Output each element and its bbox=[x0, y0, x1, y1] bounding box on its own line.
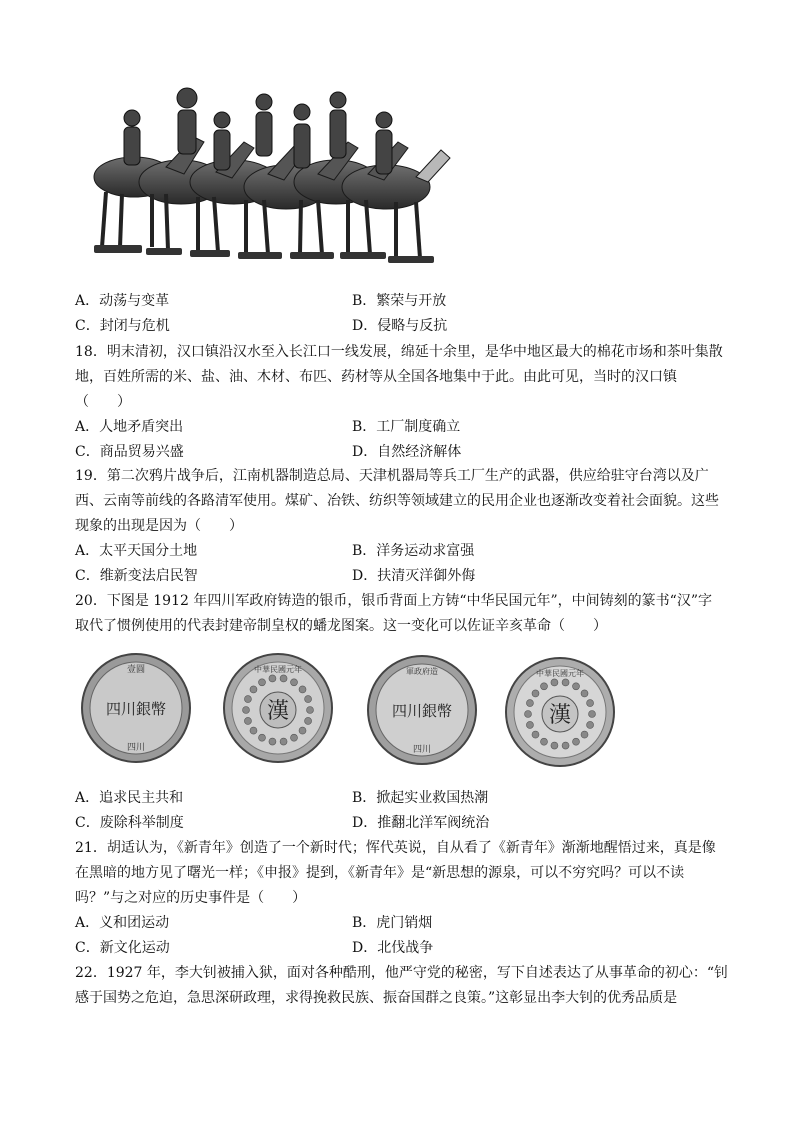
q18-stem-line-3: （ ） bbox=[75, 394, 131, 410]
coin-bead bbox=[587, 721, 594, 728]
q20-option-d: D．推翻北洋军阀统治 bbox=[352, 815, 490, 831]
coin-bead bbox=[269, 675, 276, 682]
coin-bead bbox=[551, 742, 558, 749]
coin-bead bbox=[541, 683, 548, 690]
coin-bead bbox=[551, 679, 558, 686]
coin-bead bbox=[305, 696, 312, 703]
coin-bead bbox=[299, 727, 306, 734]
coin-bead bbox=[307, 707, 314, 714]
silver-coin-2-back-image bbox=[222, 652, 334, 764]
q21-option-a: A．义和团运动 bbox=[75, 915, 170, 931]
coin-1-top-text: 壹圓 bbox=[126, 665, 146, 675]
coin-bead bbox=[526, 700, 533, 707]
q18-stem-line-2: 地，百姓所需的米、盐、油、木材、布匹、药材等从全国各地集中于此。由此可见，当时的汉口镇 bbox=[75, 369, 677, 385]
q19-stem-line-2: 西、云南等前线的各路清军使用。煤矿、冶铁、纺织等领域建立的民用企业也逐渐改变着社会面貌。这些 bbox=[75, 493, 719, 509]
q19-option-c: C．维新变法启民智 bbox=[75, 568, 198, 584]
coin-bead bbox=[243, 707, 250, 714]
q20-stem-line-1: 20．下图是 1912 年四川军政府铸造的银币，银币背面上方铸“中华民国元年”，中间铸刻的篆书“汉”字 bbox=[75, 593, 712, 609]
coin-3-center-text: 四川銀幣 bbox=[391, 702, 453, 720]
coin-bead bbox=[573, 683, 580, 690]
q17-option-b: B．繁荣与开放 bbox=[352, 293, 447, 309]
q17-option-d: D．侵略与反抗 bbox=[352, 318, 448, 334]
coin-bead bbox=[259, 679, 266, 686]
coin-bead bbox=[250, 727, 257, 734]
q20-option-b: B．掀起实业救国热潮 bbox=[352, 790, 489, 806]
q21-option-d: D．北伐战争 bbox=[352, 940, 434, 956]
q18-stem-line-1: 18．明末清初，汉口镇沿汉水至入长江口一线发展，绵延十余里，是华中地区最大的棉花市场和茶叶集散 bbox=[75, 344, 723, 360]
coin-2-center-text: 漢 bbox=[266, 699, 290, 724]
q19-option-a: A．太平天国分土地 bbox=[75, 543, 198, 559]
q21-stem-line-1: 21．胡适认为，《新青年》创造了一个新时代；恽代英说，自从看了《新青年》渐渐地醒悟过来，真是像 bbox=[75, 840, 716, 856]
coin-3-bottom-text: 四川 bbox=[412, 745, 432, 755]
q21-stem-line-3: 吗？”与之对应的历史事件是（ ） bbox=[75, 890, 307, 906]
silver-coin-1-face-image bbox=[80, 652, 192, 764]
q19-stem-line-1: 19．第二次鸦片战争后，江南机器制造总局、天津机器局等兵工厂生产的武器，供应给驻守台湾以及广 bbox=[75, 468, 709, 484]
q18-option-a: A．人地矛盾突出 bbox=[75, 419, 184, 435]
coin-bead bbox=[587, 700, 594, 707]
q22-stem-line-2: 感于国势之危迫，急思深研政理，求得挽救民族、振奋国群之良策。”这彰显出李大钊的优秀品质是 bbox=[75, 990, 678, 1006]
coin-1-center-text: 四川銀幣 bbox=[105, 700, 167, 718]
q18-option-d: D．自然经济解体 bbox=[352, 444, 462, 460]
q17-option-c: C．封闭与危机 bbox=[75, 318, 170, 334]
coin-bead bbox=[525, 711, 532, 718]
q19-option-b: B．洋务运动求富强 bbox=[352, 543, 475, 559]
coin-1-bottom-text: 四川 bbox=[126, 743, 146, 753]
q20-stem-line-2: 取代了惯例使用的代表封建帝制皇权的蟠龙图案。这一变化可以佐证辛亥革命（ ） bbox=[75, 618, 607, 634]
coin-bead bbox=[280, 738, 287, 745]
q18-option-c: C．商品贸易兴盛 bbox=[75, 444, 184, 460]
coin-bead bbox=[259, 734, 266, 741]
silver-coin-3-face-image bbox=[366, 654, 478, 766]
coin-bead bbox=[250, 686, 257, 693]
q21-stem-line-2: 在黑暗的地方见了曙光一样；《申报》提到，《新青年》是“新思想的源泉，可以不穷究吗？可以不读 bbox=[75, 865, 685, 881]
coin-bead bbox=[305, 717, 312, 724]
coin-bead bbox=[532, 731, 539, 738]
coin-bead bbox=[526, 721, 533, 728]
q22-stem-line-1: 22．1927 年，李大钊被捕入狱，面对各种酷刑，他严守党的秘密，写下自述表达了从事革命的初心：“钊 bbox=[75, 965, 729, 981]
coin-bead bbox=[562, 679, 569, 686]
coin-bead bbox=[299, 686, 306, 693]
coin-bead bbox=[581, 690, 588, 697]
q20-option-c: C．废除科举制度 bbox=[75, 815, 184, 831]
horse-riders-figurine-image bbox=[86, 82, 452, 272]
q19-stem-line-3: 现象的出现是因为（ ） bbox=[75, 518, 243, 534]
silver-coin-4-back-image bbox=[504, 656, 616, 768]
coin-bead bbox=[562, 742, 569, 749]
coin-bead bbox=[244, 696, 251, 703]
q18-option-b: B．工厂制度确立 bbox=[352, 419, 461, 435]
coin-2-top-text: 中華民國元年 bbox=[254, 665, 302, 674]
q20-option-a: A．追求民主共和 bbox=[75, 790, 184, 806]
coin-bead bbox=[269, 738, 276, 745]
q21-option-c: C．新文化运动 bbox=[75, 940, 170, 956]
coin-bead bbox=[244, 717, 251, 724]
coin-4-top-text: 中華民國元年 bbox=[536, 669, 584, 678]
coin-3-top-text: 軍政府造 bbox=[406, 667, 438, 676]
coin-bead bbox=[280, 675, 287, 682]
coin-bead bbox=[291, 734, 298, 741]
coin-bead bbox=[573, 738, 580, 745]
coin-bead bbox=[532, 690, 539, 697]
q17-option-a: A．动荡与变革 bbox=[75, 293, 170, 309]
q19-option-d: D．扶清灭洋御外侮 bbox=[352, 568, 476, 584]
coin-bead bbox=[541, 738, 548, 745]
coin-bead bbox=[589, 711, 596, 718]
q21-option-b: B．虎门销烟 bbox=[352, 915, 433, 931]
coin-4-center-text: 漢 bbox=[548, 703, 572, 728]
coin-bead bbox=[291, 679, 298, 686]
coin-bead bbox=[581, 731, 588, 738]
